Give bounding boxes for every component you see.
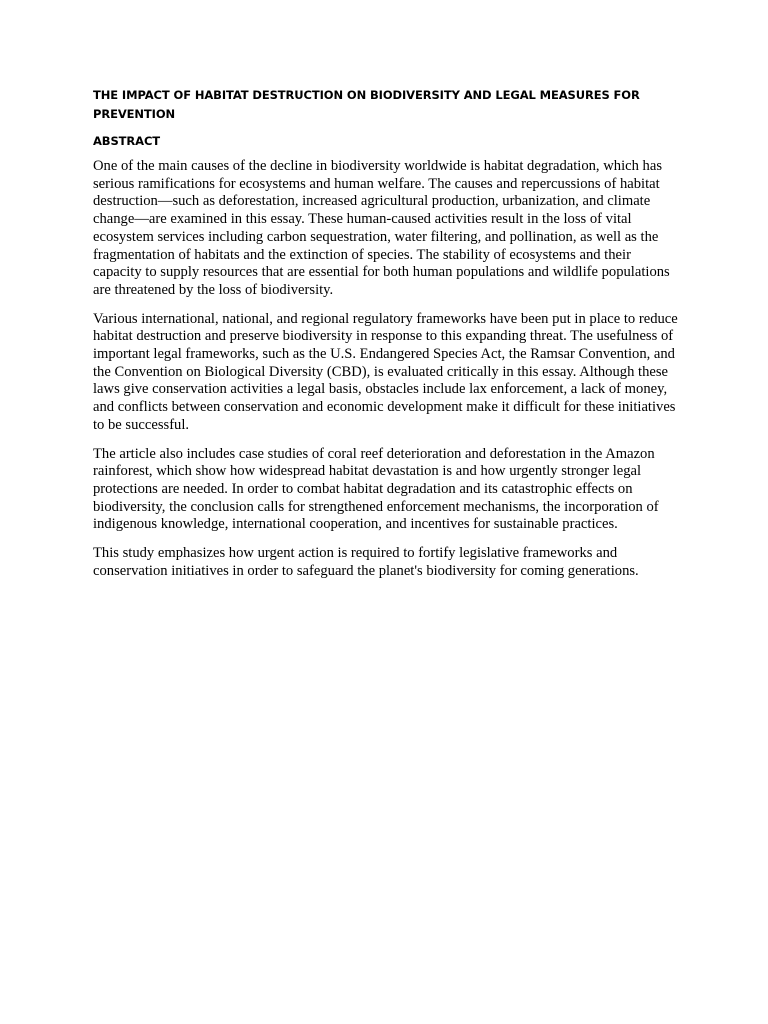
- abstract-paragraph-4: This study emphasizes how urgent action is required to fortify legislative frameworks and conservation initiatives in order to safeguard the planet's biodiversity for coming generations.: [93, 545, 639, 579]
- abstract-paragraph-3: The article also includes case studies of coral reef deterioration and deforestation in the Amazon rainforest, which show how widespread habitat devastation is and how urgently stronger legal protections are needed. In order to combat habitat degradation and its catastrophic effects on biodiversity, the conclusion calls for strengthened enforcement mechanisms, the incorporation of indigenous knowledge, international cooperation, and incentives for sustainable practices.: [93, 445, 659, 533]
- document-title: THE IMPACT OF HABITAT DESTRUCTION ON BIODIVERSITY AND LEGAL MEASURES FOR PREVENTION: [93, 88, 640, 121]
- abstract-paragraph-1: One of the main causes of the decline in biodiversity worldwide is habitat degradation, which has serious ramifications for ecosystems and human welfare. The causes and repercussions of habitat destruction—such as deforestation, increased agricultural production, urbanization, and climate change—are examined in this essay. These human-caused activities result in the loss of vital ecosystem services including carbon sequestration, water filtering, and pollination, as well as the fragmentation of habitats and the extinction of species. The stability of ecosystems and their capacity to supply resources that are essential for both human populations and wildlife populations are threatened by the loss of biodiversity.: [93, 158, 670, 298]
- abstract-paragraph-2: Various international, national, and regional regulatory frameworks have been put in place to reduce habitat destruction and preserve biodiversity in response to this expanding threat. The usefulness of important legal frameworks, such as the U.S. Endangered Species Act, the Ramsar Convention, and the Convention on Biological Diversity (CBD), is evaluated critically in this essay. Although these laws give conservation activities a legal basis, obstacles include lax enforcement, a lack of money, and conflicts between conservation and economic development make it difficult for these initiatives to be successful.: [93, 310, 678, 433]
- abstract-heading: ABSTRACT: [93, 134, 161, 148]
- document-body: [93, 86, 681, 591]
